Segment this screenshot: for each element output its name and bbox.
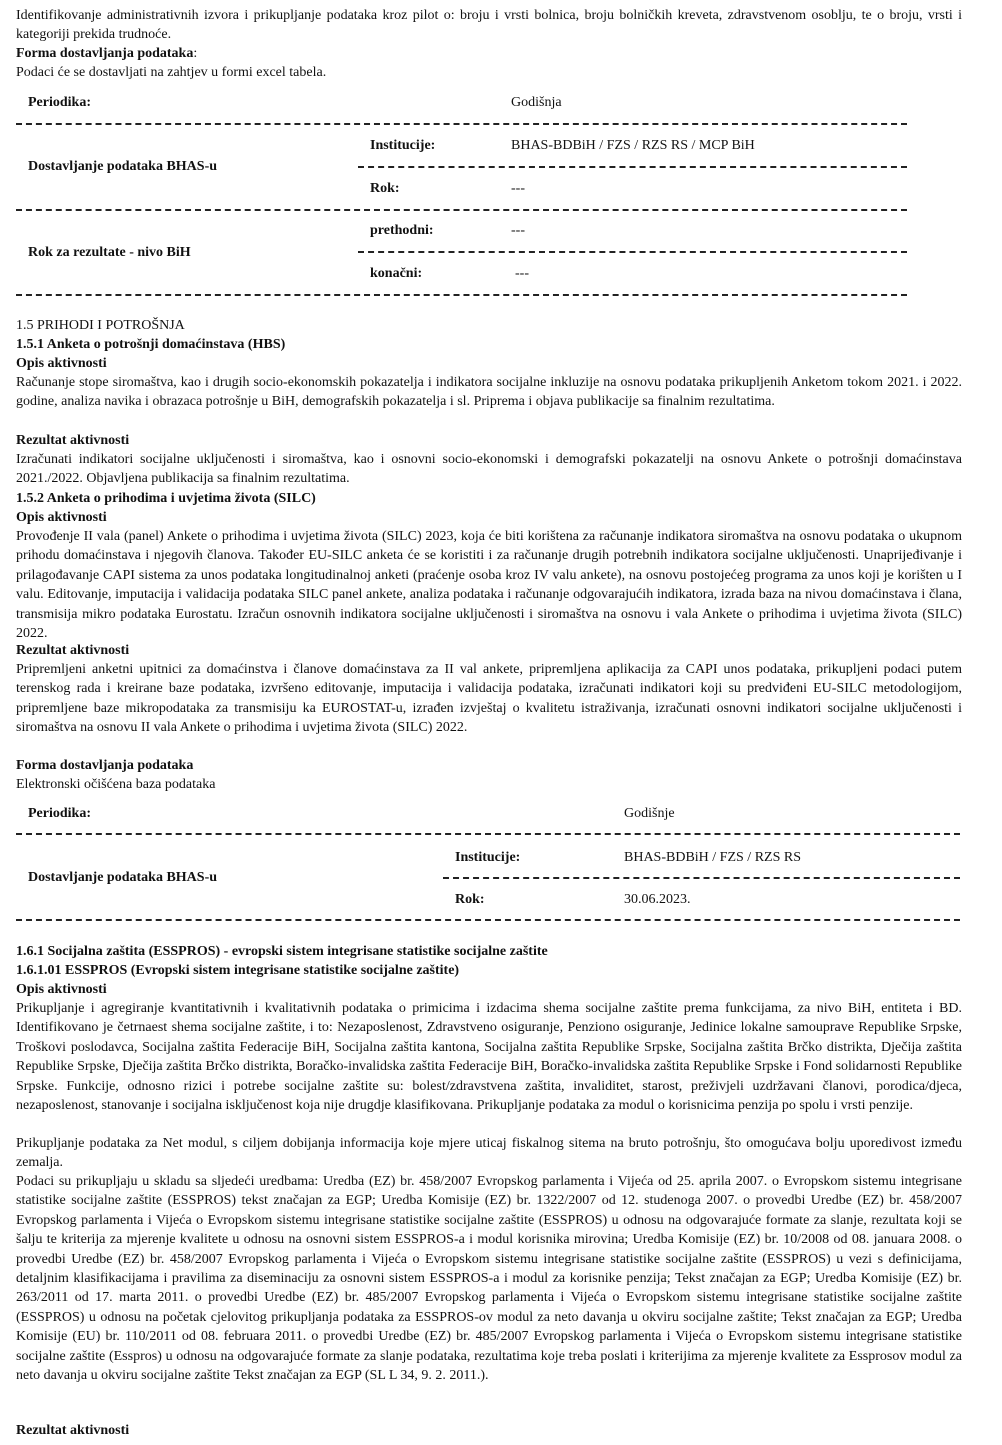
rezultati-label: Rok za rezultate - nivo BiH <box>28 245 191 260</box>
opis-heading: Opis aktivnosti <box>16 356 107 371</box>
opis-heading: Opis aktivnosti <box>16 510 107 525</box>
intro-paragraph: Identifikovanje administrativnih izvora i prikupljanje podataka kroz pilot o: broju i vrsti bolnica, broju bolničkih kreveta, zdravstvenom osoblju, te o broju, vrsti i kategoriji prekida trudnoće. <box>16 8 962 43</box>
periodika-value: Godišnja <box>511 95 562 110</box>
section-heading: 1.5 PRIHODI I POTROŠNJA <box>16 318 185 333</box>
table-rule <box>16 833 960 835</box>
subsection-heading: 1.5.1 Anketa o potrošnji domaćinstava (HBS) <box>16 337 286 352</box>
table-rule <box>16 919 960 921</box>
forma-heading: Forma dostavljanja podataka <box>16 46 194 61</box>
institucije-value: BHAS-BDBiH / FZS / RZS RS <box>624 850 801 865</box>
institucije-label: Institucije: <box>370 138 436 153</box>
prethodni-label: prethodni: <box>370 223 434 238</box>
rok-value: 30.06.2023. <box>624 892 691 907</box>
periodika-label: Periodika: <box>28 806 91 821</box>
forma-colon: : <box>193 46 198 61</box>
rezultat-text: Pripremljeni anketni upitnici za domaćinstva i članove domaćinstava za II val ankete, pripremljena aplikacija za CAPI unos podataka, prikupljeni podaci putem terenskog rada i kreirane baze podataka, izvršeno editovanje, imputacija i validacija podataka, izračunati indikatori koji su predviđeni EU-SILC metodologijom, pripremljene baze mikropodataka za transmisiju ka EUROSTAT-u, izrađen izvještaj o kvalitetu istraživanja, izračunati osnovni indikatori socijalne uključenosti i siromaštva na osnovu II vala Ankete o prihodima i uvjetima života (SILC) 2022. <box>16 662 962 736</box>
paragraph: Prikupljanje podataka za Net modul, s ciljem dobijanja informacija koje mjere uticaj fiskalnog sitema na bruto potrošnju, što omogućava bolju uporedivost između zemalja. <box>16 1136 962 1171</box>
table-rule <box>358 251 907 253</box>
table-rule <box>16 294 907 296</box>
rezultat-heading: Rezultat aktivnosti <box>16 1423 130 1438</box>
rok-label: Rok: <box>455 892 485 907</box>
table-rule <box>443 877 960 879</box>
dostavljanje-label: Dostavljanje podataka BHAS-u <box>28 159 218 174</box>
forma-text: Podaci će se dostavljati na zahtjev u formi excel tabela. <box>16 65 327 80</box>
opis-text: Provođenje II vala (panel) Ankete o prihodima i uvjetima života (SILC) 2023, koja će biti korištena za računanje indikatora siromaštva na osnovu podataka o ukupnom prihodu domaćinstava i njegovih članova. Također EU-SILC anketa će se koristiti i za računanje drugih potrebnih indikatora socijalne uključenosti. Unaprijeđivanje i prilagođavanje CAPI sistema za unos podataka longitudinalnoj anketi (praćenje osoba kroz IV valu ankete), na osnovu postojećeg programa za unos koji je korišten u I valu. Editovanje, imputacija i validacija podataka SILC panel ankete, analiza podataka i računanje odgovarajućih indikatora, izrada baza na nivou domaćinstava i člana, transmisija mikro podataka Eurostatu. Izračun osnovnih indikatora socijalne uključenosti i siromaštva na osnovu i vala Ankete o prihodima i uvjetima života (SILC) 2022. <box>16 529 962 642</box>
institucije-label: Institucije: <box>455 850 521 865</box>
periodika-label: Periodika: <box>28 95 91 110</box>
opis-text: Računanje stope siromaštva, kao i drugih socio-ekonomskih pokazatelja i indikatora socijalne inkluzije na osnovu podataka prikupljenih Anketom tokom 2021. i 2022. godine, analiza navika i obrazaca potrošnje u BiH, demografskih pokazatelja i sl. Priprema i objava publikacije sa finalnim rezultatima. <box>16 375 962 410</box>
rezultat-text: Izračunati indikatori socijalne uključenosti i siromaštva, kao i osnovni socio-ekonomski i demografski pokazatelji na osnovu Ankete o potrošnji domaćinstava 2021./2022. Objavljena publikacija sa finalnim rezultatima. <box>16 452 962 487</box>
subsection-heading: 1.5.2 Anketa o prihodima i uvjetima života (SILC) <box>16 491 316 506</box>
subsection-heading: 1.6.1 Socijalna zaštita (ESSPROS) - evropski sistem integrisane statistike socijalne zaštite <box>16 944 548 959</box>
opis-heading: Opis aktivnosti <box>16 982 107 997</box>
forma-text: Elektronski očišćena baza podataka <box>16 777 216 792</box>
table-rule <box>16 123 907 125</box>
subsection-heading: 1.6.1.01 ESSPROS (Evropski sistem integrisane statistike socijalne zaštite) <box>16 963 460 978</box>
institucije-value: BHAS-BDBiH / FZS / RZS RS / MCP BiH <box>511 138 755 153</box>
periodika-value: Godišnje <box>624 806 675 821</box>
rezultat-heading: Rezultat aktivnosti <box>16 433 130 448</box>
rok-label: Rok: <box>370 181 400 196</box>
table-rule <box>16 209 907 211</box>
rok-value: --- <box>511 181 525 196</box>
prethodni-value: --- <box>511 223 525 238</box>
forma-heading: Forma dostavljanja podataka <box>16 758 194 773</box>
rezultat-heading: Rezultat aktivnosti <box>16 643 130 658</box>
konacni-label: konačni: <box>370 266 423 281</box>
table-rule <box>358 166 907 168</box>
paragraph: Podaci su prikupljaju u skladu sa sljedeći uredbama: Uredba (EZ) br. 458/2007 Evropskog parlamenta i Vijeća od 25. aprila 2007. o Evropskom sistemu integrisane statistike socijalne zaštite (ESSPROS) tekst značajan za EGP; Uredba Komisije (EZ) br. 1322/2007 od 12. studenoga 2007. o provedbi Uredbe (EZ) br. 458/2007 Evropskog parlamenta i Vijeća o Evropskom sistemu integrisane statistike socijalne zaštite (ESSPROS) u odnosu na odgovarajuće formate za slanje, rezultata koji se šalju te kriterija za mjerenje kvalitete u odnosu na osnovni sistem ESSPROS-a i modul korisnika mirovina; Uredba Komisije (EZ) br. 10/2008 od 08. januara 2008. o provedbi Uredbe (EZ) br. 458/2007 Evropskog parlamenta i Vijeća o Evropskom sistemu integrisane statistike socijalne zaštite (ESSPROS) u vezi s definicijama, detaljnim klasifikacijama i pravilima za diseminaciju za osnovni sistem ESSPROS-a i modul za korisnike penzija; Tekst značajan za EGP; Uredba Komisije (EZ) br. 263/2011 od 17. marta 2011. o provedbi Uredbe (EZ) br. 485/2007 Evropskog parlamenta i Vijeća o Evropskom sistemu integrisane statistike socijalne zaštite (ESSPROS) u odnosu na početak cjelovitog prikupljanja podataka za ESSPROS-ov modul za neto davanja u okviru socijalne zaštite; Tekst značajan za EGP; Uredba Komisije (EU) br. 110/2011 od 08. februara 2011. o provedbi Uredbe (EZ) br. 485/2007 Evropskog parlamenta i Vijeća o Evropskom sistemu integrisane statistike socijalne zaštite (Esspros) u odnosu na odgovarajuće formate za slanje podataka, rezultatima koje treba poslati i kriterijima za mjerenje kvalitete za Essprosov modul za neto davanja u okviru socijalne zaštite Tekst značajan za EGP (SL L 34, 9. 2. 2011.). <box>16 1174 962 1384</box>
dostavljanje-label: Dostavljanje podataka BHAS-u <box>28 870 218 885</box>
paragraph: Prikupljanje i agregiranje kvantitativnih i kvalitativnih podataka o primicima i izdacima shema socijalne zaštite prema funkcijama, za nivo BiH, entiteta i BD. Identifikovano je četrnaest shema socijalne zaštite, i to: Nezaposlenost, Zdravstveno osiguranje, Penziono osiguranje, Jedinice lokalne samouprave Republike Srpske, Troškovi poslodavca, Socijalna zaštita Federacije BiH, Socijalna zaštita kantona, Socijalna zaštita Republike Srpske, Socijalna zaštita Brčko distrikta, Dječija zaštita Republike Srpske, Dječija zaštita Brčko distrikta, Boračko-invalidska zaštita Federacije BiH, Boračko-invalidska zaštita Republike Srpske i Fond solidarnosti Republike Srpske. Funkcije, odnosno rizici i potrebe socijalne zaštite su: bolest/zdravstvena zaštita, invaliditet, starost, preživjeli uzdržavani članovi, porodica/djeca, nezaposlenost, stanovanje i socijalna isključenost koja nije drugdje klasifikovana. Prikupljanje podataka za modul o korisnicima penzija po spolu i vrsti penzije. <box>16 1001 962 1114</box>
forma-line <box>16 44 962 63</box>
konacni-value: --- <box>515 266 529 281</box>
